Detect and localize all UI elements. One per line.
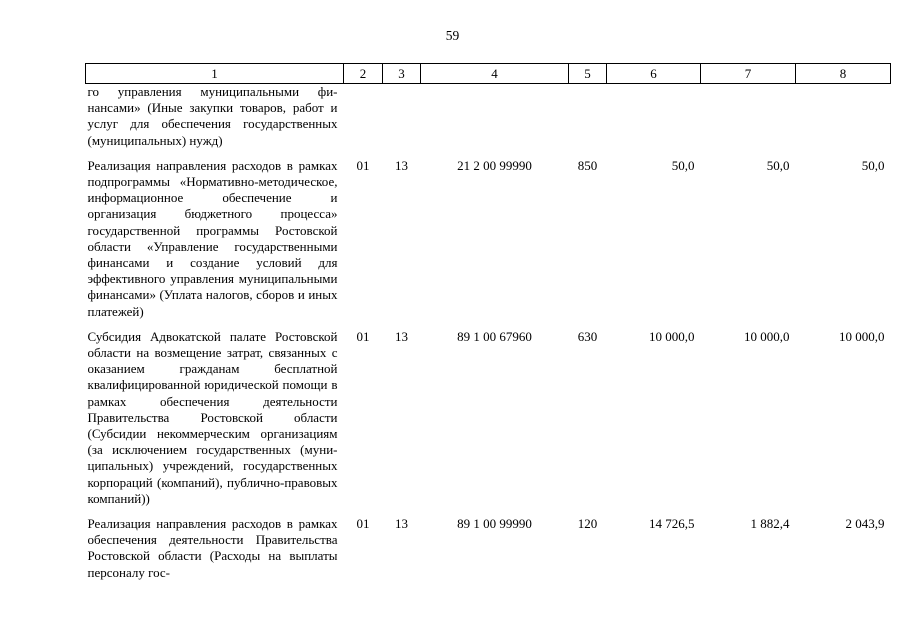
target-article-code: 89 1 00 99990: [457, 516, 532, 532]
section-code: 01: [356, 516, 370, 532]
amount-col-8: 10 000,0: [839, 328, 885, 344]
column-header: 8: [796, 64, 891, 84]
amount-col-8: 2 043,9: [845, 516, 885, 532]
amount-col-7: 1 882,4: [750, 516, 790, 532]
subsection-code: 13: [395, 516, 408, 532]
subsection-code: 13: [395, 157, 408, 173]
amount-col-7: 50,0: [766, 157, 790, 173]
row-description: го управления муниципальными финансами» (Иные закупки товаров, работ и услуг для обеспечения государственных (муниципальных) нужд): [87, 84, 338, 148]
table-row: [86, 149, 891, 320]
amount-col-6: 14 726,5: [649, 516, 695, 532]
column-header: 1: [86, 64, 344, 84]
expense-type-code: 120: [577, 516, 598, 532]
page-number: 59: [445, 28, 460, 43]
section-code: 01: [356, 328, 370, 344]
amount-col-8: 50,0: [861, 157, 885, 173]
target-article-code: 21 2 00 99990: [457, 157, 532, 173]
table-row: [86, 320, 891, 507]
column-header: 4: [421, 64, 569, 84]
table-header-row: [86, 64, 891, 84]
budget-table: [85, 63, 891, 581]
target-article-code: 89 1 00 67960: [457, 328, 532, 344]
row-description: Реализация направления расходов в рамках подпрограммы «Нормативно-методическое, информационное обеспечение и организация бюджетного процесса» государственной программы Ростовской области «Управление государственными финансами и создание условий для эффективного управления муниципальными финансами» (Уплата налогов, сборов и иных платежей): [87, 157, 338, 319]
table-row: [86, 507, 891, 581]
row-description: Субсидия Адвокатской палате Ростовской области на возмещение затрат, связанных с оказанием гражданам бесплатной квалифицированной юридической помощи в рамках обеспечения деятельности Правительства Ростовской области (Субсидии некоммерческим организациям (за исключением государственных (муниципальных) учреждений, государственных корпораций (компаний), публично-правовых компаний)): [87, 328, 338, 506]
table-row-continuation: [86, 84, 891, 149]
row-description: Реализация направления расходов в рамках обеспечения деятельности Правительства Ростовской области (Расходы на выплаты персоналу гос-: [87, 516, 338, 580]
column-header: 6: [607, 64, 701, 84]
amount-col-6: 50,0: [671, 157, 695, 173]
column-header: 7: [701, 64, 796, 84]
subsection-code: 13: [395, 328, 408, 344]
amount-col-7: 10 000,0: [744, 328, 790, 344]
column-header: 5: [569, 64, 607, 84]
column-header: 3: [383, 64, 421, 84]
amount-col-6: 10 000,0: [649, 328, 695, 344]
column-header: 2: [344, 64, 383, 84]
expense-type-code: 630: [577, 328, 598, 344]
section-code: 01: [356, 157, 370, 173]
expense-type-code: 850: [577, 157, 598, 173]
